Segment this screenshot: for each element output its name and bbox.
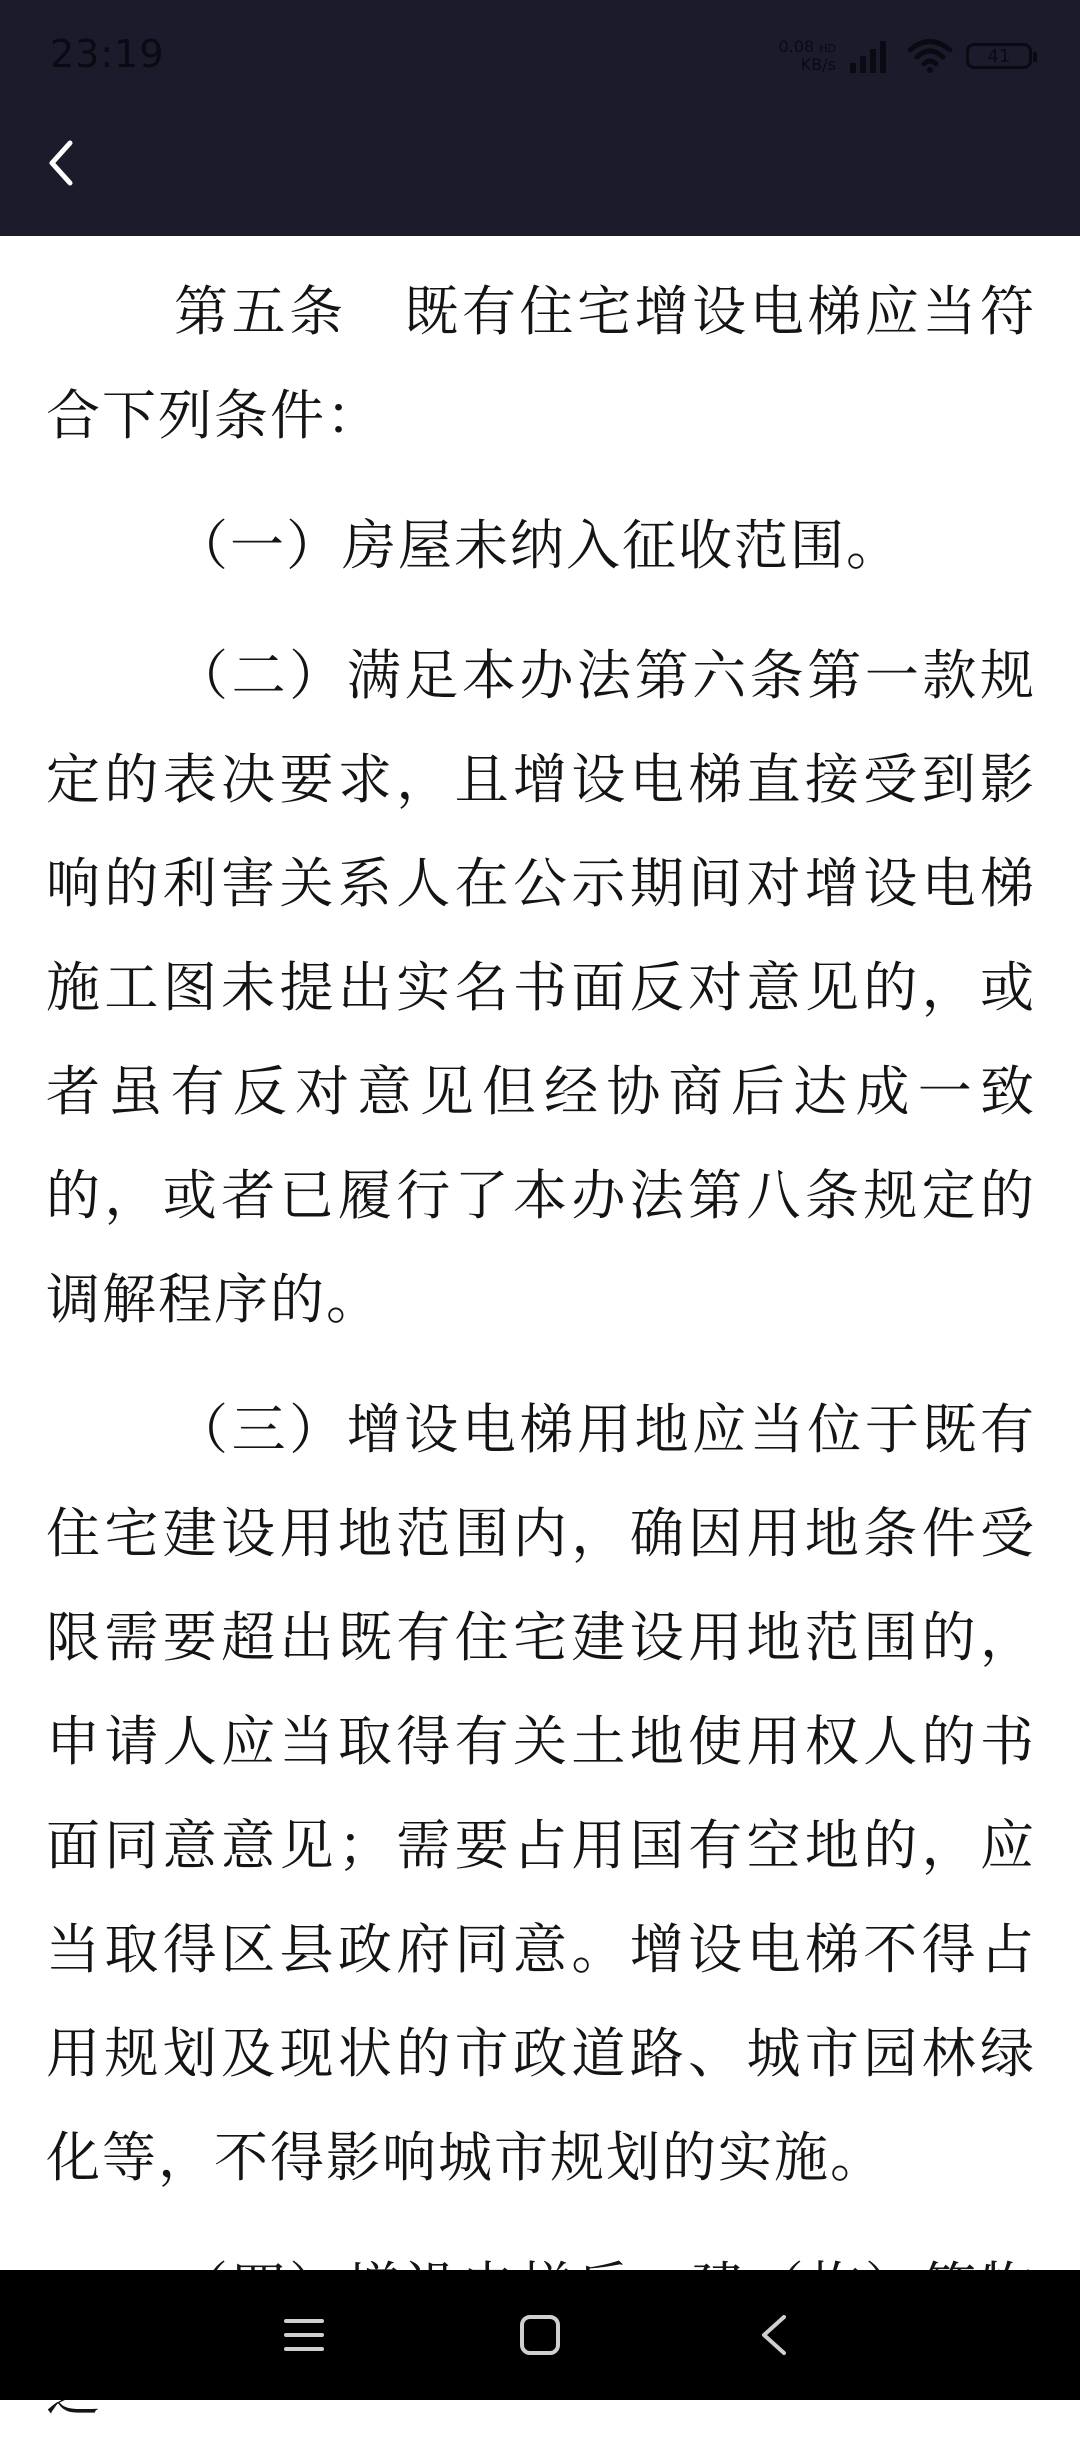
network-speed xyxy=(779,39,836,73)
wifi-icon xyxy=(908,39,952,73)
back-button[interactable] xyxy=(30,130,90,196)
article-scroll-view[interactable] xyxy=(0,236,1080,2270)
nav-menu-button[interactable] xyxy=(264,2300,344,2370)
article-paragraph-4: （三）增设电梯用地应当位于既有住宅建设用地范围内，确因用地条件受限需要超出既有住宅建设用地范围的，申请人应当取得有关土地使用权人的书面同意意见；需要占用国有空地的，应当取得区县政府同意。增设电梯不得占用规划及现状的市政道路、城市园林绿化等，不得影响城市规划的实施。 xyxy=(46,1398,1036,2189)
nav-back-button[interactable] xyxy=(734,2300,814,2370)
chevron-left-icon xyxy=(42,137,78,189)
back-triangle-icon xyxy=(758,2313,790,2357)
article-body xyxy=(0,236,1080,2444)
battery-level: 41 xyxy=(987,45,1011,67)
network-hd-label: HD xyxy=(819,42,836,55)
menu-icon xyxy=(284,2317,324,2353)
app-header xyxy=(0,0,1080,236)
home-square-icon xyxy=(519,2314,561,2356)
network-speed-value: 0.08 xyxy=(778,37,815,56)
status-time: 23:19 xyxy=(50,32,165,76)
signal-icon xyxy=(850,39,894,73)
status-icons xyxy=(779,32,1032,80)
article-paragraph-1: 第五条 既有住宅增设电梯应当符合下列条件： xyxy=(46,280,1036,447)
battery-icon xyxy=(966,43,1032,69)
network-speed-unit: KB/s xyxy=(800,55,836,74)
article-paragraph-3: （二）满足本办法第六条第一款规定的表决要求，且增设电梯直接受到影响的利害关系人在公示期间对增设电梯施工图未提出实名书面反对意见的，或者虽有反对意见但经协商后达成一致的，或者已履行了本办法第八条规定的调解程序的。 xyxy=(46,644,1036,1331)
nav-home-button[interactable] xyxy=(500,2300,580,2370)
article-paragraph-2: （一）房屋未纳入征收范围。 xyxy=(174,514,902,577)
system-navigation-bar xyxy=(0,2270,1080,2400)
